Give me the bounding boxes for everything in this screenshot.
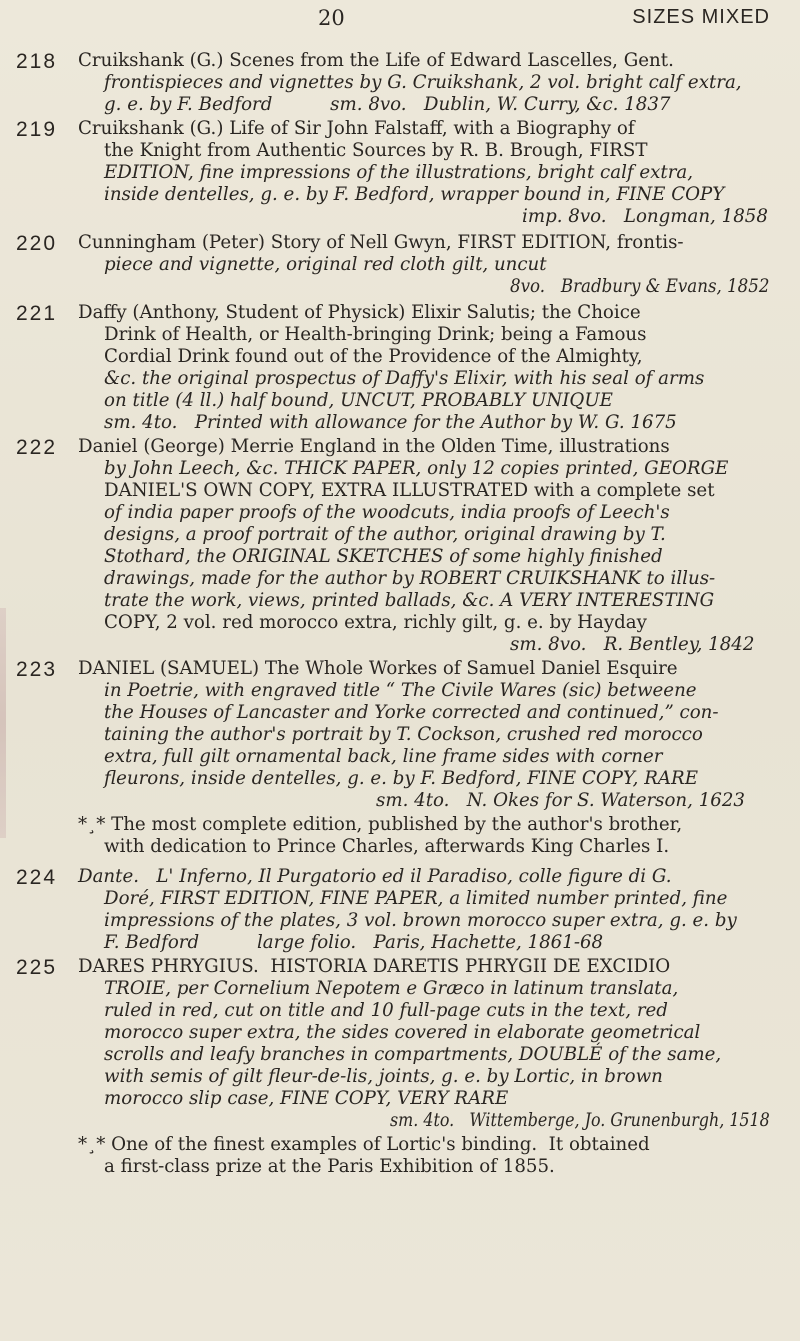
lot-line: by John Leech, &c. THICK PAPER, only 12 copies printed, GEORGE [104,458,729,479]
lot-line: Cordial Drink found out of the Providence of the Almighty, [104,346,643,367]
lot-number: 225 [16,956,58,979]
lot-line: imp. 8vo. Longman, 1858 [522,206,768,227]
lot-line: DANIEL (SAMUEL) The Whole Workes of Samuel Daniel Esquire [78,658,678,679]
lot-line: piece and vignette, original red cloth gilt, uncut [104,254,547,275]
lot-number: 219 [16,118,58,141]
lot-line: the Houses of Lancaster and Yorke corrected and continued,” con- [104,702,719,723]
lot-line: in Poetrie, with engraved title “ The Civile Wares (sic) betweene [104,680,697,701]
lot-line: scrolls and leafy branches in compartments, DOUBLÉ of the same, [104,1044,722,1065]
lot-line: &c. the original prospectus of Daffy's Elixir, with his seal of arms [104,368,705,389]
lot-line: extra, full gilt ornamental back, line frame sides with corner [104,746,663,767]
lot-number: 221 [16,302,58,325]
lot-line: DANIEL'S OWN COPY, EXTRA ILLUSTRATED with a complete set [104,480,715,501]
page-number: 20 [318,6,345,30]
lot-line: Daniel (George) Merrie England in the Olden Time, illustrations [78,436,670,457]
page-header [0,6,800,34]
lot-line: sm. 4to. N. Okes for S. Waterson, 1623 [376,790,745,811]
lot-note: *¸* The most complete edition, published by the author's brother, [78,814,683,835]
running-title: SIZES MIXED [632,6,770,28]
lot-line: Cruikshank (G.) Life of Sir John Falstaff, with a Biography of [78,118,635,139]
lot-line: Doré, FIRST EDITION, FINE PAPER, a limited number printed, fine [104,888,728,909]
lot-line: taining the author's portrait by T. Cockson, crushed red morocco [104,724,703,745]
lot-line: inside dentelles, g. e. by F. Bedford, wrapper bound in, FINE COPY [104,184,725,205]
lot-line: EDITION, fine impressions of the illustrations, bright calf extra, [104,162,694,183]
lot-line: sm. 4to. Wittemberge, Jo. Grunenburgh, 1518 [390,1110,770,1131]
lot-line: Cunningham (Peter) Story of Nell Gwyn, FIRST EDITION, frontis- [78,232,684,253]
lot-line: ruled in red, cut on title and 10 full-page cuts in the text, red [104,1000,668,1021]
lot-line: drawings, made for the author by ROBERT CRUIKSHANK to illus- [104,568,716,589]
lot-line: COPY, 2 vol. red morocco extra, richly gilt, g. e. by Hayday [104,612,647,633]
lot-line: of india paper proofs of the woodcuts, india proofs of Leech's [104,502,670,523]
lot-line: morocco slip case, FINE COPY, VERY RARE [104,1088,509,1109]
lot-line: F. Bedford large folio. Paris, Hachette, 1861-68 [104,932,604,953]
lot-number: 218 [16,50,58,73]
lot-line: the Knight from Authentic Sources by R. B. Brough, FIRST [104,140,648,161]
lot-line: TROIE, per Cornelium Nepotem e Græco in latinum translata, [104,978,679,999]
lot-line: trate the work, views, printed ballads, &c. A VERY INTERESTING [104,590,715,611]
lot-line: Drink of Health, or Health-bringing Drink; being a Famous [104,324,647,345]
lot-line: morocco super extra, the sides covered in elaborate geometrical [104,1022,701,1043]
lot-line: Daffy (Anthony, Student of Physick) Elixir Salutis; the Choice [78,302,641,323]
lot-note: with dedication to Prince Charles, afterwards King Charles I. [104,836,670,857]
lot-number: 223 [16,658,58,681]
lot-line: g. e. by F. Bedford sm. 8vo. Dublin, W. Curry, &c. 1837 [104,94,671,115]
lot-line: sm. 4to. Printed with allowance for the Author by W. G. 1675 [104,412,677,433]
lot-number: 224 [16,866,58,889]
lot-number: 222 [16,436,58,459]
lot-line: Cruikshank (G.) Scenes from the Life of Edward Lascelles, Gent. [78,50,674,71]
lot-number: 220 [16,232,58,255]
lot-line: frontispieces and vignettes by G. Cruikshank, 2 vol. bright calf extra, [104,72,742,93]
page-edge-shadow [0,608,6,838]
lot-line: sm. 8vo. R. Bentley, 1842 [510,634,755,655]
lot-line: impressions of the plates, 3 vol. brown morocco super extra, g. e. by [104,910,737,931]
lot-line: 8vo. Bradbury & Evans, 1852 [510,276,770,297]
lot-line: Stothard, the ORIGINAL SKETCHES of some highly finished [104,546,663,567]
lot-line: with semis of gilt fleur-de-lis, joints, g. e. by Lortic, in brown [104,1066,663,1087]
lot-line: Dante. L' Inferno, Il Purgatorio ed il Paradiso, colle figure di G. [78,866,672,887]
lot-line: DARES PHRYGIUS. HISTORIA DARETIS PHRYGII DE EXCIDIO [78,956,671,977]
lot-line: designs, a proof portrait of the author, original drawing by T. [104,524,666,545]
lot-note: a first-class prize at the Paris Exhibition of 1855. [104,1156,555,1177]
lot-line: on title (4 ll.) half bound, UNCUT, PROBABLY UNIQUE [104,390,613,411]
lot-line: fleurons, inside dentelles, g. e. by F. Bedford, FINE COPY, RARE [104,768,699,789]
lot-note: *¸* One of the finest examples of Lortic's binding. It obtained [78,1134,650,1155]
